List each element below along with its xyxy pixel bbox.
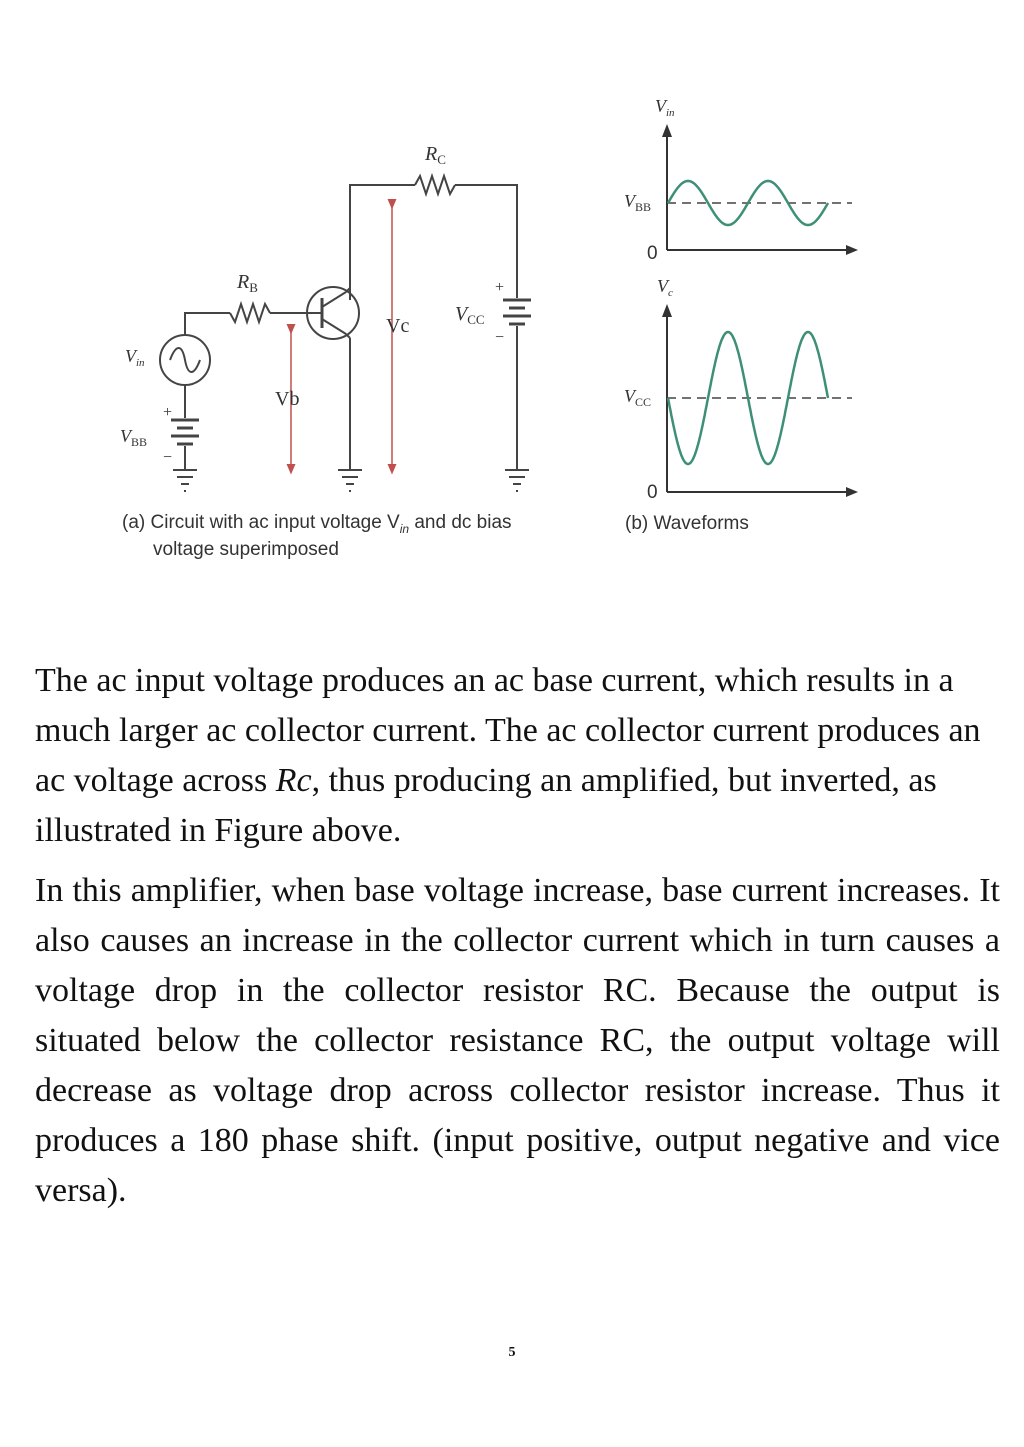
vcc-minus: − xyxy=(495,329,505,346)
vcc-label: $V_{CC}$ xyxy=(455,303,485,327)
rc-label: $R_C$ xyxy=(425,143,446,167)
vb-label: Vb xyxy=(275,388,300,410)
vin-label: $V_{in}$ xyxy=(125,346,145,369)
vc-label: Vc xyxy=(386,315,410,337)
vc-axis-label: $V_c$ xyxy=(657,276,673,299)
circuit-labels xyxy=(120,143,504,466)
rb-label: $R_B$ xyxy=(237,271,258,295)
circuit-diagram xyxy=(160,176,531,491)
circuit-caption-line1: (a) Circuit with ac input voltage $V_{in}$ and dc bias xyxy=(122,512,512,536)
rc-resistor xyxy=(415,176,455,194)
waveform-dashed-levels xyxy=(667,203,852,398)
paragraph-ac-input: The ac input voltage produces an ac base current, which results in a much larger ac collector current. The ac collector current produces an ac voltage across Rc, thus producing an amplified, but inverted, as illustrated in Figure above. xyxy=(35,662,981,849)
vcc-plus: + xyxy=(495,279,505,296)
vbb-minus: − xyxy=(163,449,173,466)
zero-bottom: 0 xyxy=(647,482,658,503)
zero-top: 0 xyxy=(647,243,658,264)
waveform-axes xyxy=(662,124,858,497)
vbb-label: $V_{BB}$ xyxy=(120,426,148,449)
circuit-figure xyxy=(0,0,1024,600)
vcc-level-label: $V_{CC}$ xyxy=(624,386,652,409)
page-number: 5 xyxy=(508,1345,516,1360)
rb-resistor xyxy=(230,304,270,322)
vin-axis-label: $V_{in}$ xyxy=(655,96,675,119)
paragraph-amplifier-explanation: In this amplifier, when base voltage increase, base current increases. It also causes an increase in the collector current which in turn causes a voltage drop in the collector resistor RC. Because the output is situated below the collector resistance RC, the output voltage will decrease as voltage drop across collector resistor increase. Thus it produces a 180 phase shift. (input positive, output negative and vice versa). xyxy=(35,872,1000,1209)
rc-italic: Rc xyxy=(275,762,312,799)
circuit-caption-line2: voltage superimposed xyxy=(153,539,339,560)
vbb-plus: + xyxy=(163,404,173,421)
waveforms-caption: (b) Waveforms xyxy=(625,513,749,534)
vbb-level-label: $V_{BB}$ xyxy=(624,191,652,214)
